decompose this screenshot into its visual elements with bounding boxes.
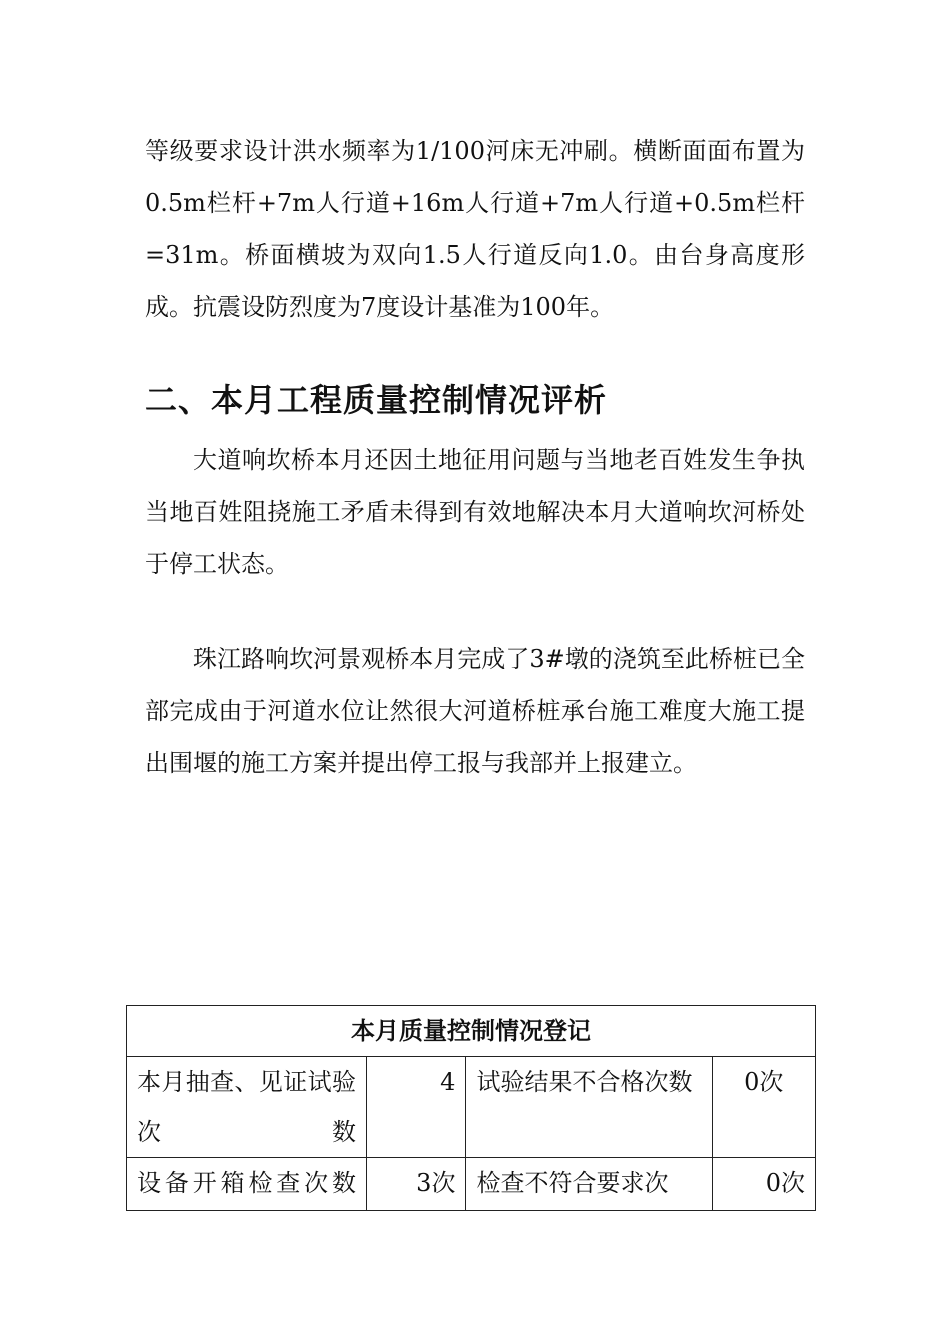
table-cell-value: 3次 <box>367 1158 466 1211</box>
table-cell-value: 4 <box>367 1057 466 1158</box>
table-cell-label: 试验结果不合格次数 <box>466 1057 712 1158</box>
table-cell-value: 0次 <box>712 1057 815 1158</box>
dadao-bridge-paragraph: 大道响坎桥本月还因土地征用问题与当地老百姓发生争执当地百姓阻挠施工矛盾未得到有效地解决本月大道响坎河桥处于停工状态。 <box>145 446 805 578</box>
section-heading: 二、本月工程质量控制情况评析 <box>145 381 608 419</box>
zhujiang-bridge-paragraph: 珠江路响坎河景观桥本月完成了3#墩的浇筑至此桥桩已全部完成由于河道水位让然很大河道桥桩承台施工难度大施工提出围堰的施工方案并提出停工报与我部并上报建立。 <box>145 645 805 777</box>
table-cell-label: 本月抽查、见证试验次数 <box>127 1057 367 1158</box>
table-row <box>127 1057 816 1158</box>
quality-control-table <box>126 1005 816 1211</box>
table-caption: 本月质量控制情况登记 <box>127 1006 816 1057</box>
table-cell-value: 0次 <box>712 1158 815 1211</box>
intro-paragraph: 等级要求设计洪水频率为1/100河床无冲刷。横断面面布置为0.5m栏杆+7m人行道+16m人行道+7m人行道+0.5m栏杆=31m。桥面横坡为双向1.5人行道反向1.0。由台身高度形成。抗震设防烈度为7度设计基准为100年。 <box>145 137 805 321</box>
table-cell-label: 设备开箱检查次数 <box>127 1158 367 1211</box>
table-cell-label: 检查不符合要求次 <box>466 1158 712 1211</box>
table-row <box>127 1158 816 1211</box>
